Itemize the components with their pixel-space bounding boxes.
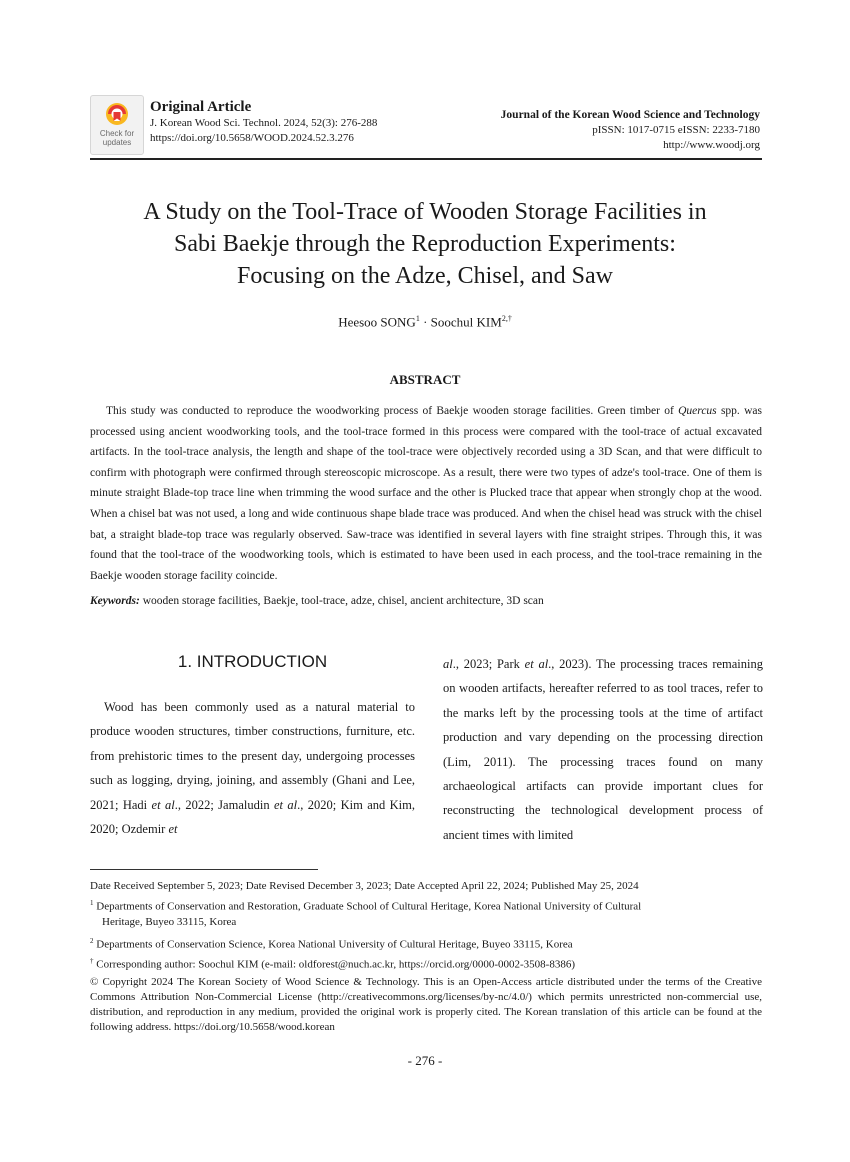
- footnotes: [90, 879, 762, 1037]
- check-for-updates-badge[interactable]: [90, 95, 144, 155]
- crossmark-icon: [105, 102, 129, 126]
- body-column-right: al., 2023; Park et al., 2023). The processing traces remaining on wooden artifacts, hereafter referred to as tool traces, refer to the marks left by the processing tools at the time of artifact production and vary depending on the processing direction (Lim, 2011). The processing traces found on many archaeological artifacts can provide important clues for reconstructing the technological development process of ancient times with limited: [443, 657, 764, 842]
- species-name: Quercus: [678, 405, 717, 417]
- journal-header-right: [501, 108, 760, 153]
- affiliation-mark: 2,†: [501, 314, 512, 323]
- doi-link[interactable]: https://doi.org/10.5658/WOOD.2024.52.3.276: [150, 132, 354, 144]
- abstract-text: This study was conducted to reproduce the woodworking process of Baekje wooden storage facilities. Green timber of Quercus spp. was processed using ancient woodworking tools, and the tool-trace formed in this process were compared with the tool-trace of actual excavated artifacts. In the tool-trace analysis, the length and shape of the tool-trace were objectively recorded using a 3D Scan, and that were difficult to confirm with photograph were confirmed through stereoscopic microscope. As a result, there were two types of adze's tool-trace. One of them is minute straight Blade-top trace line when trimming the wood surface and the other is Plucked trace that appear when strongly chop at the wood. When a chisel bat was not used, a long and wide continuous shape blade trace was produced. And when the chisel head was struck with the chisel bat, a straight blade-top trace was regularly observed. Saw-trace was identified in several layers with fine straight stripes. Through this, it was found that the tool-trace of the woodworking tools, which is estimated to have been used in each process, and the tool-trace remaining in the Baekje wooden storage facility coincide.: [90, 405, 762, 582]
- keywords: [90, 595, 762, 607]
- article-type: Original Article: [150, 99, 252, 115]
- page-number: - 276 -: [407, 1053, 443, 1068]
- footnote-corresponding-author: † Corresponding author: Soochul KIM (e-mail: oldforest@nuch.ac.kr, https://orcid.org/0000-0002-3508-8386): [90, 957, 575, 971]
- badge-label: Check for updates: [99, 129, 135, 147]
- header-divider: [90, 158, 762, 160]
- abstract-heading: ABSTRACT: [389, 372, 461, 387]
- footnote-copyright: © Copyright 2024 The Korean Society of Wood Science & Technology. This is an Open-Access article distributed under the terms of the Creative Commons Attribution Non-Commercial License (http://creativecommons.org/licenses/by-nc/4.0/) which permits unrestricted non-commercial use, distribution, and reproduction in any medium, provided the original work is properly cited. The Korean translation of this article can be found at the following address. https://doi.org/10.5658/wood.korean: [90, 975, 762, 1033]
- keywords-label: Keywords:: [90, 595, 140, 607]
- author-name: Soochul KIM: [430, 314, 502, 330]
- footnote-affiliation-2: $^2$ Departments of Conservation Science, Korea National University of Cultural Heritage, Buyeo 33115, Korea: [90, 936, 573, 951]
- title-line: A Study on the Tool-Trace of Wooden Storage Facilities in: [143, 199, 707, 225]
- issn: pISSN: 1017-0715 eISSN: 2233-7180: [592, 124, 760, 136]
- journal-url[interactable]: http://www.woodj.org: [663, 139, 760, 151]
- title-line: Sabi Baekje through the Reproduction Experiments:: [174, 231, 676, 257]
- authors: [0, 314, 850, 330]
- footnote-divider: [90, 869, 318, 870]
- author-name: Heesoo SONG: [338, 314, 416, 330]
- article-title: [70, 196, 780, 292]
- author-separator: ·: [419, 314, 431, 330]
- keywords-text: wooden storage facilities, Baekje, tool-trace, adze, chisel, ancient architecture, 3D scan: [142, 595, 544, 607]
- journal-name: Journal of the Korean Wood Science and Technology: [500, 109, 760, 121]
- footnote-dates: Date Received September 5, 2023; Date Revised December 3, 2023; Date Accepted April 22, 2024; Published May 25, 2024: [90, 880, 639, 892]
- footnote-affiliation-1: $^1$ Departments of Conservation and Restoration, Graduate School of Cultural Heritage, Korea National University of Cultural Heritage, Buyeo 33115, Korea: [90, 899, 642, 928]
- section-heading-introduction: 1. INTRODUCTION: [177, 652, 328, 671]
- article-header-left: [150, 98, 377, 146]
- body-column-left: Wood has been commonly used as a natural material to produce wooden structures, timber constructions, furniture, etc. from prehistoric times to the present day, undergoing processes such as logging, drying, joining, and assembly (Ghani and Lee, 2021; Hadi et al., 2022; Jamaludin et al., 2020; Kim and Kim, 2020; Ozdemir et: [90, 700, 415, 837]
- affiliation-mark: 1: [415, 314, 420, 323]
- title-line: Focusing on the Adze, Chisel, and Saw: [237, 263, 613, 289]
- citation: J. Korean Wood Sci. Technol. 2024, 52(3): 276-288: [150, 117, 378, 129]
